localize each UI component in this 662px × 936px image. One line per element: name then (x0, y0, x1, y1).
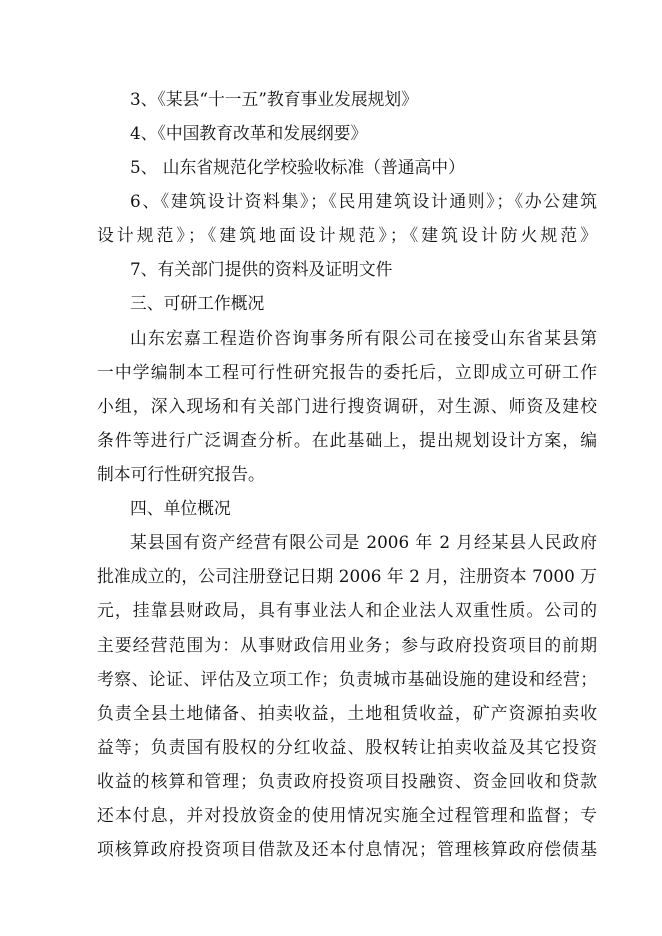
list-item-ref-4: 4、《中国教育改革和发展纲要》 (130, 123, 368, 143)
paragraph-line: 小组，深入现场和有关部门进行搜资调研，对生源、师资及建校 (97, 396, 597, 416)
section-heading-4: 四、单位概况 (130, 498, 231, 518)
paragraph-line: 制本可行性研究报告。 (97, 464, 265, 484)
list-item-ref-6: 6、《建筑设计资料集》；《民用建筑设计通则》；《办公建筑 (130, 191, 597, 211)
paragraph-line: 收益的核算和管理；负责政府投资项目投融资、资金回收和贷款 (97, 771, 597, 791)
section-heading-3: 三、可研工作概况 (130, 293, 265, 313)
paragraph-line: 批准成立的，公司注册登记日期 2006 年 2 月，注册资本 7000 万 (97, 566, 597, 586)
paragraph-line: 条件等进行广泛调查分析。在此基础上，提出规划设计方案，编 (97, 430, 597, 450)
paragraph-line: 一中学编制本工程可行性研究报告的委托后，立即成立可研工作 (97, 362, 597, 382)
paragraph-line: 元，挂靠县财政局，具有事业法人和企业法人双重性质。公司的 (97, 600, 597, 620)
paragraph-line: 项核算政府投资项目借款及还本付息情况；管理核算政府偿债基 (97, 839, 597, 859)
paragraph-line: 主要经营范围为：从事财政信用业务；参与政府投资项目的前期 (97, 635, 597, 655)
list-item-ref-5: 5、 山东省规范化学校验收标准（普通高中） (130, 157, 465, 177)
paragraph-line: 山东宏嘉工程造价咨询事务所有限公司在接受山东省某县第 (130, 328, 597, 348)
list-item-ref-6-cont: 设计规范》；《建筑地面设计规范》；《建筑设计防火规范》 (97, 225, 597, 245)
paragraph-line: 考察、论证、评估及立项工作；负责城市基础设施的建设和经营； (97, 669, 597, 689)
paragraph-line: 负责全县土地储备、拍卖收益，土地租赁收益，矿产资源拍卖收 (97, 703, 597, 723)
paragraph-line: 益等；负责国有股权的分红收益、股权转让拍卖收益及其它投资 (97, 737, 597, 757)
paragraph-line: 某县国有资产经营有限公司是 2006 年 2 月经某县人民政府 (130, 532, 597, 552)
paragraph-line: 还本付息，并对投放资金的使用情况实施全过程管理和监督；专 (97, 805, 597, 825)
list-item-ref-7: 7、有关部门提供的资料及证明文件 (130, 259, 393, 279)
list-item-ref-3: 3、《某县“十一五”教育事业发展规划》 (130, 89, 418, 109)
